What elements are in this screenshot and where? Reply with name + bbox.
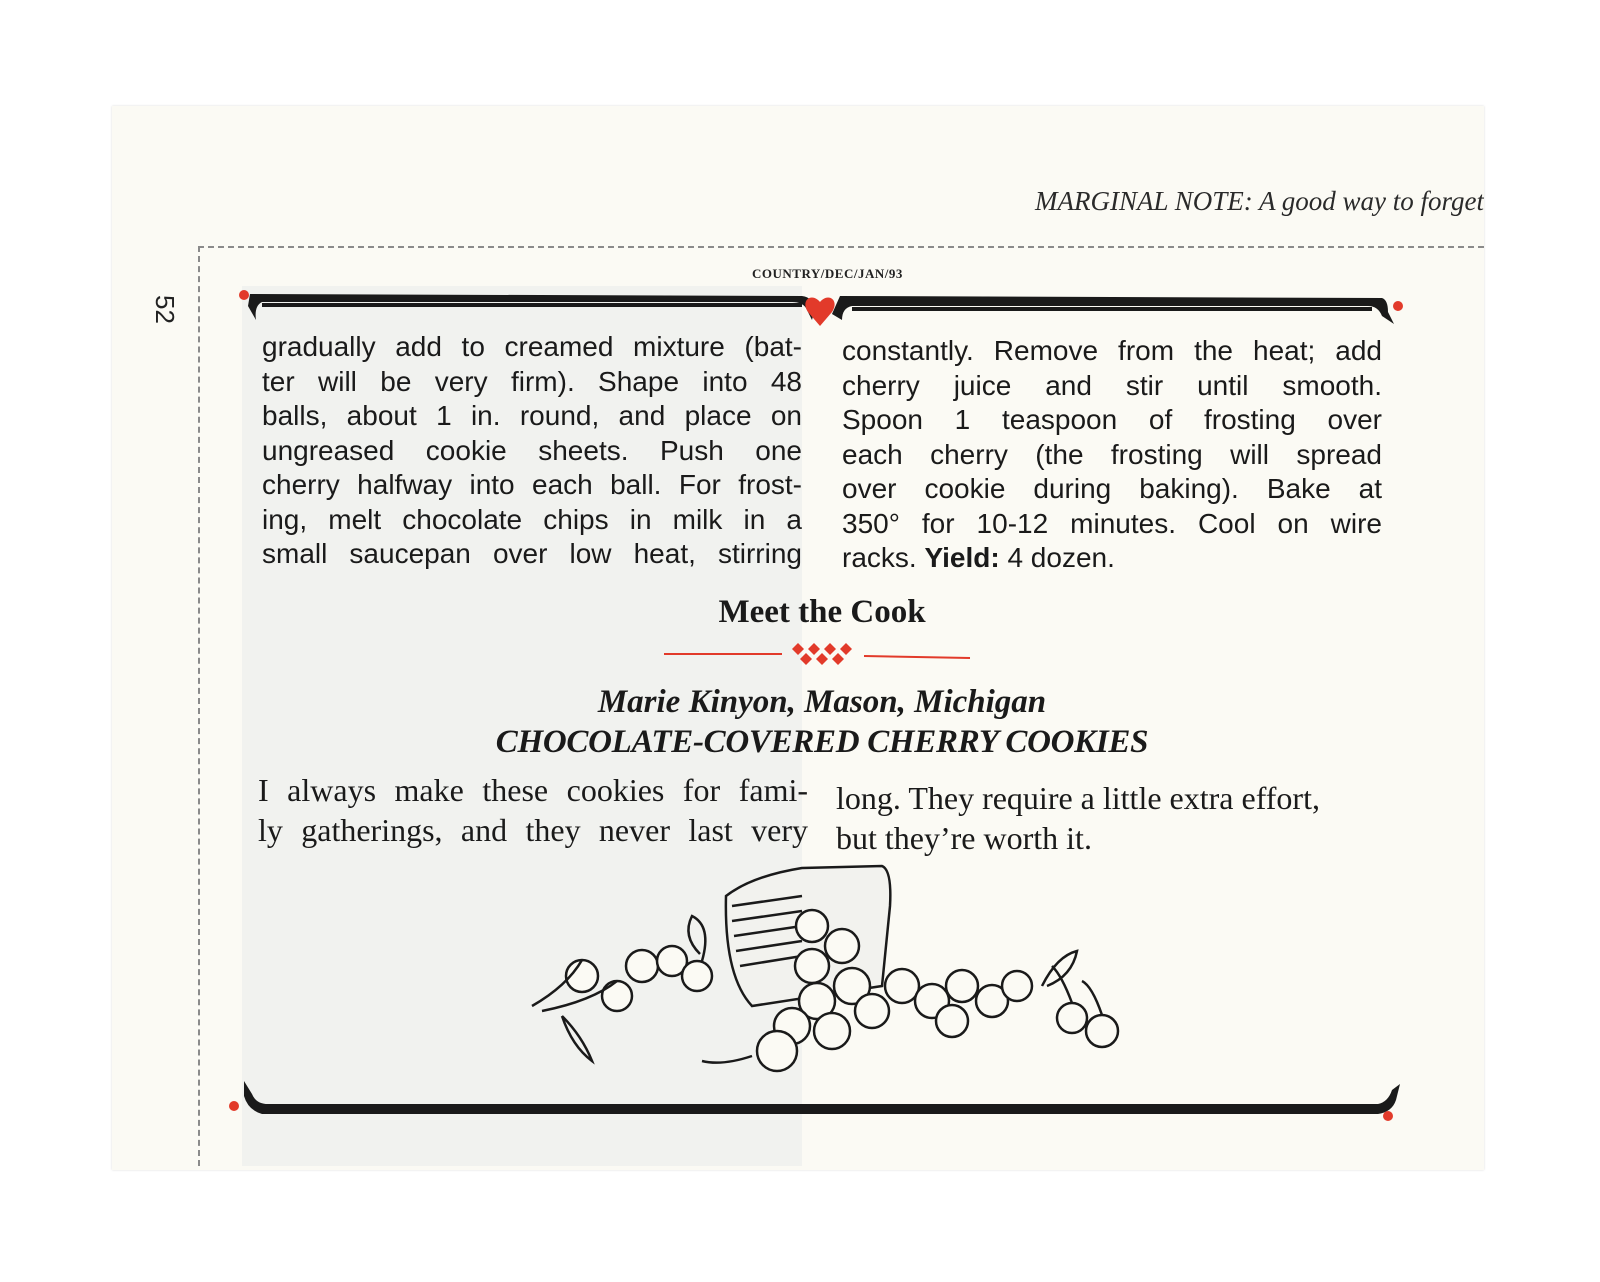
diamond-icon [824,643,836,655]
intro-text-right [836,778,1386,858]
recipe-instructions-right [842,334,1382,576]
diamond-icon [792,643,804,655]
recipe-title: CHOCOLATE-COVERED CHERRY COOKIES [495,724,1149,760]
bottom-border [244,1081,1400,1114]
text-line: ing, melt chocolate chips in milk in a [262,503,802,535]
text-line: cherry juice and stir until smooth. [842,369,1382,401]
red-dot-icon [229,1101,239,1111]
text-line: Spoon 1 teaspoon of frosting over [842,404,1382,435]
cook-name: Marie Kinyon, Mason, Michigan [597,684,1047,720]
diamond-icon [816,653,828,665]
cherry-basket-illustration [532,866,1118,1071]
issue-line: COUNTRY/DEC/JAN/93 [752,266,903,281]
text-line: small saucepan over low heat, stirring [262,538,802,569]
meet-the-cook-heading: Meet the Cook [718,594,926,630]
text-line: 350° for 10-12 minutes. Cool on wire [842,507,1382,539]
top-border-right [832,296,1394,324]
text-line: cherry halfway into each ball. For frost- [262,469,802,500]
recipe-frame [112,106,1484,1170]
text-line: constantly. Remove from the heat; add [842,335,1382,366]
magazine-clipping [112,106,1484,1170]
diamond-icon [832,653,844,665]
recipe-instructions-left [262,330,802,572]
meet-divider [664,643,970,665]
red-dot-icon [1383,1111,1393,1121]
diamond-icon [840,643,852,655]
red-dot-icon [1393,301,1403,311]
top-border-left [248,294,814,320]
text-line: long. They require a little extra effort, [836,780,1320,816]
marginal-note: MARGINAL NOTE: A good way to forget [1034,186,1484,216]
intro-text-left [258,770,808,850]
text-line: over cookie during baking). Bake at [842,473,1382,504]
text-line: ungreased cookie sheets. Push one [262,434,802,466]
text-line: ly gatherings, and they never last very [258,812,808,848]
red-dot-icon [239,290,249,300]
text-line: balls, about 1 in. round, and place on [262,400,802,431]
diamond-icon [800,653,812,665]
text-line: I always make these cookies for fami- [258,772,808,808]
yield-label: Yield: [924,542,1000,573]
page-number: 52 [149,295,180,324]
text-line: but they’re worth it. [836,820,1092,856]
text-line: racks. [842,542,925,573]
text-line: ter will be very firm). Shape into 48 [262,365,802,397]
diamond-icon [808,643,820,655]
yield-line [842,541,1382,576]
text-line: each cherry (the frosting will spread [842,438,1382,470]
yield-value: 4 dozen. [999,542,1115,573]
text-line: gradually add to creamed mixture (bat- [262,331,802,362]
heart-icon [805,297,834,326]
